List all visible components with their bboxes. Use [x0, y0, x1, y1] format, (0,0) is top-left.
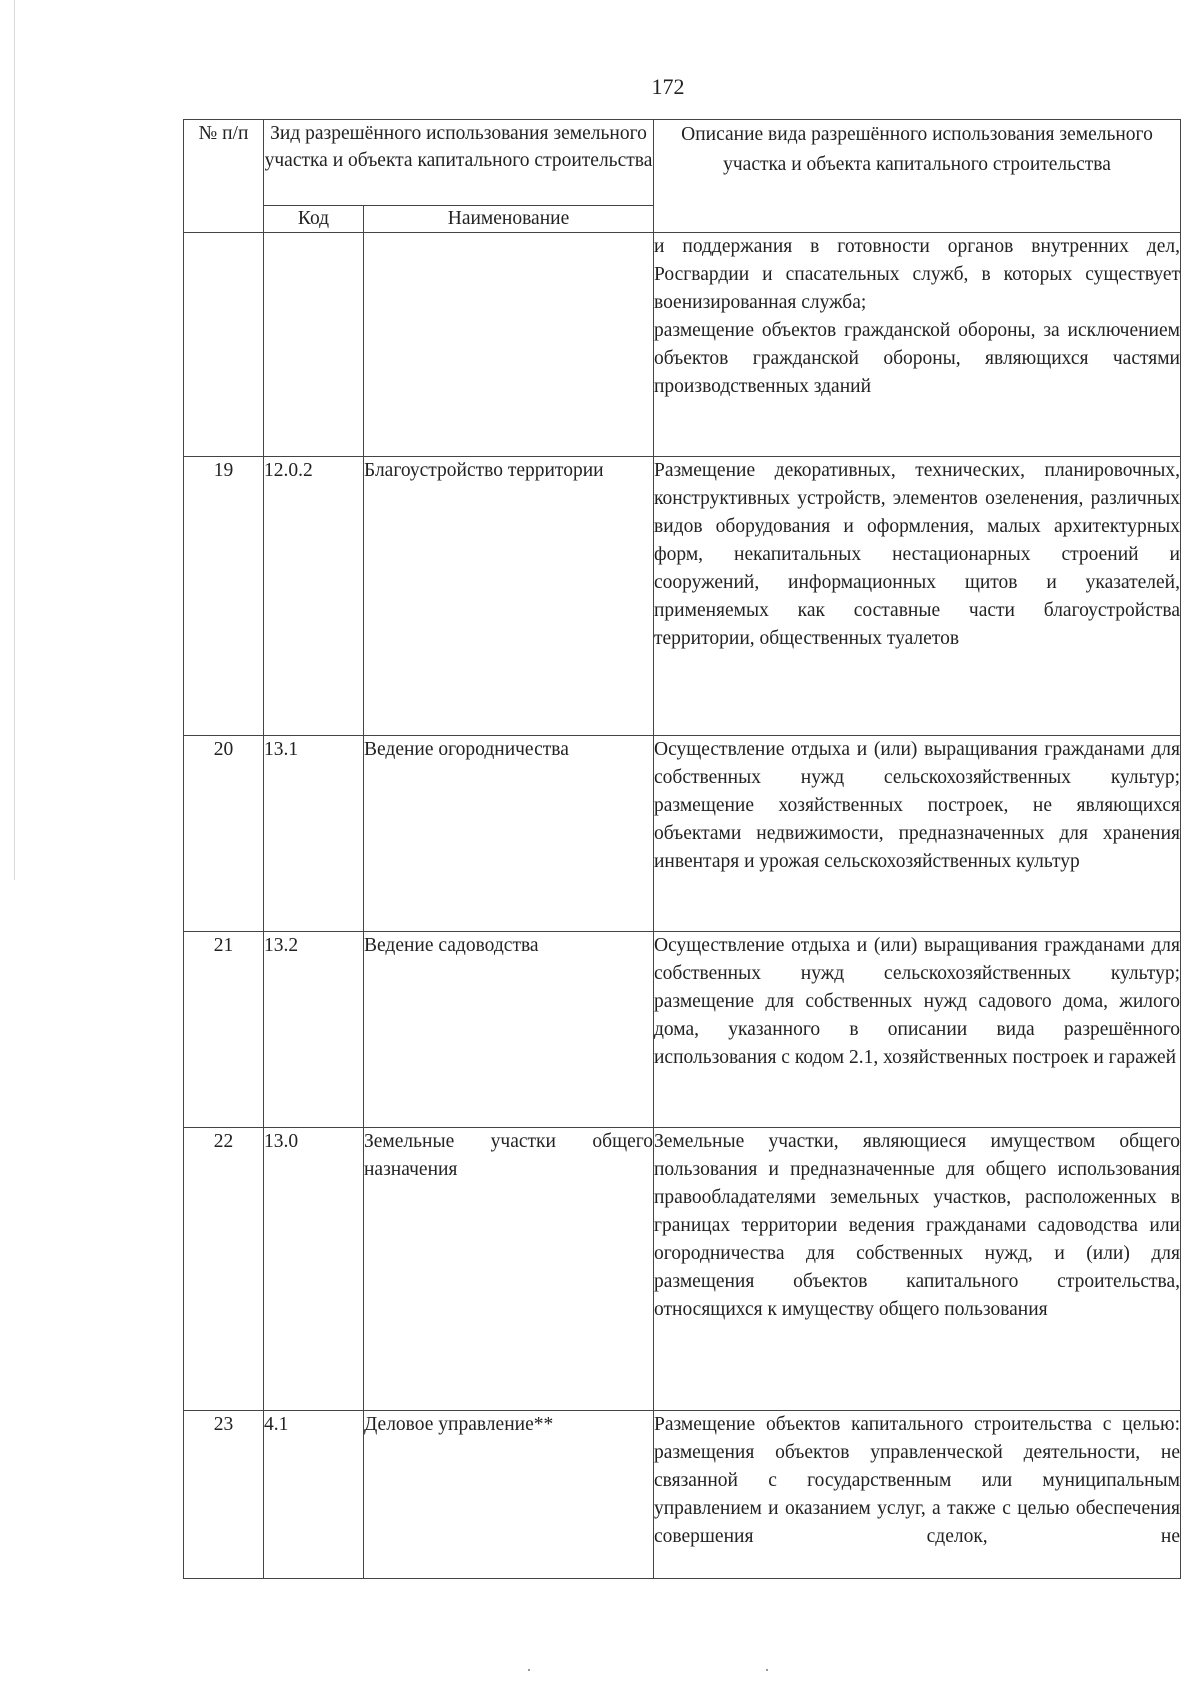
row-number: 19 — [184, 457, 264, 736]
page-number: 172 — [651, 74, 685, 99]
description-paragraph: Размещение объектов капитального строительства с целью: размещения объектов управленческой деятельности, не связанной с государственным или муниципальным управлением и оказанием услуг, а также с целью обеспечения совершения сделок, не — [654, 1414, 1180, 1547]
row-number: 21 — [184, 932, 264, 1128]
row-code — [264, 233, 364, 457]
scan-speck — [766, 1669, 768, 1671]
row-description — [654, 1128, 1181, 1411]
row-code: 13.0 — [264, 1128, 364, 1411]
row-number — [184, 233, 264, 457]
header-name: Наименование — [364, 206, 654, 233]
description-paragraph: Земельные участки, являющиеся имуществом общего пользования и предназначенные для общего использования правообладателями земельных участков, расположенных в границах территории ведения гражданами садоводства или огородничества для собственных нужд, и (или) для размещения объектов капитального строительства, относящихся к имуществу общего пользования — [654, 1131, 1180, 1320]
row-number: 22 — [184, 1128, 264, 1411]
header-number: № п/п — [184, 120, 264, 233]
scan-edge-line — [14, 0, 15, 880]
description-paragraph: Осуществление отдыха и (или) выращивания гражданами для собственных нужд сельскохозяйственных культур; размещение для собственных нужд садового дома, жилого дома, указанного в описании вида разрешённого использования с кодом 2.1, хозяйственных построек и гаражей — [654, 935, 1180, 1068]
table-row — [184, 736, 1181, 932]
description-paragraph: и поддержания в готовности органов внутренних дел, Росгвардии и спасательных служб, в которых существует военизированная служба; — [654, 236, 1180, 313]
description-paragraph: Размещение декоративных, технических, планировочных, конструктивных устройств, элементов озеленения, различных видов оборудования и оформления, малых архитектурных форм, некапитальных нестационарных строений и сооружений, информационных щитов и указателей, применяемых как составные части благоустройства территории, общественных туалетов — [654, 460, 1180, 649]
row-description — [654, 736, 1181, 932]
row-description — [654, 457, 1181, 736]
header-description: Описание вида разрешённого использования земельного участка и объекта капитального строительства — [654, 120, 1181, 233]
description-paragraph: размещение объектов гражданской обороны, за исключением объектов гражданской обороны, являющихся частями производственных зданий — [654, 320, 1180, 397]
row-description — [654, 233, 1181, 457]
table-row — [184, 932, 1181, 1128]
row-name: Ведение садоводства — [364, 932, 654, 1128]
row-name: Земельные участки общего назначения — [364, 1128, 654, 1411]
header-row — [184, 120, 1181, 206]
row-name: Благоустройство территории — [364, 457, 654, 736]
row-name — [364, 233, 654, 457]
row-number: 20 — [184, 736, 264, 932]
table-row — [184, 1128, 1181, 1411]
row-code: 13.2 — [264, 932, 364, 1128]
table-row — [184, 233, 1181, 457]
description-paragraph: Осуществление отдыха и (или) выращивания гражданами для собственных нужд сельскохозяйственных культур; размещение хозяйственных построек, не являющихся объектами недвижимости, предназначенных для хранения инвентаря и урожая сельскохозяйственных культур — [654, 739, 1180, 872]
scan-speck — [528, 1669, 530, 1671]
row-name: Ведение огородничества — [364, 736, 654, 932]
row-number: 23 — [184, 1411, 264, 1579]
table-row — [184, 1411, 1181, 1579]
row-name: Деловое управление** — [364, 1411, 654, 1579]
header-code: Код — [264, 206, 364, 233]
row-code: 4.1 — [264, 1411, 364, 1579]
row-code: 12.0.2 — [264, 457, 364, 736]
row-code: 13.1 — [264, 736, 364, 932]
land-use-table — [183, 119, 1181, 1579]
header-use-type: Зид разрешённого использования земельного участка и объекта капитального строительства — [264, 120, 654, 206]
row-description — [654, 1411, 1181, 1579]
row-description — [654, 932, 1181, 1128]
table-row — [184, 457, 1181, 736]
